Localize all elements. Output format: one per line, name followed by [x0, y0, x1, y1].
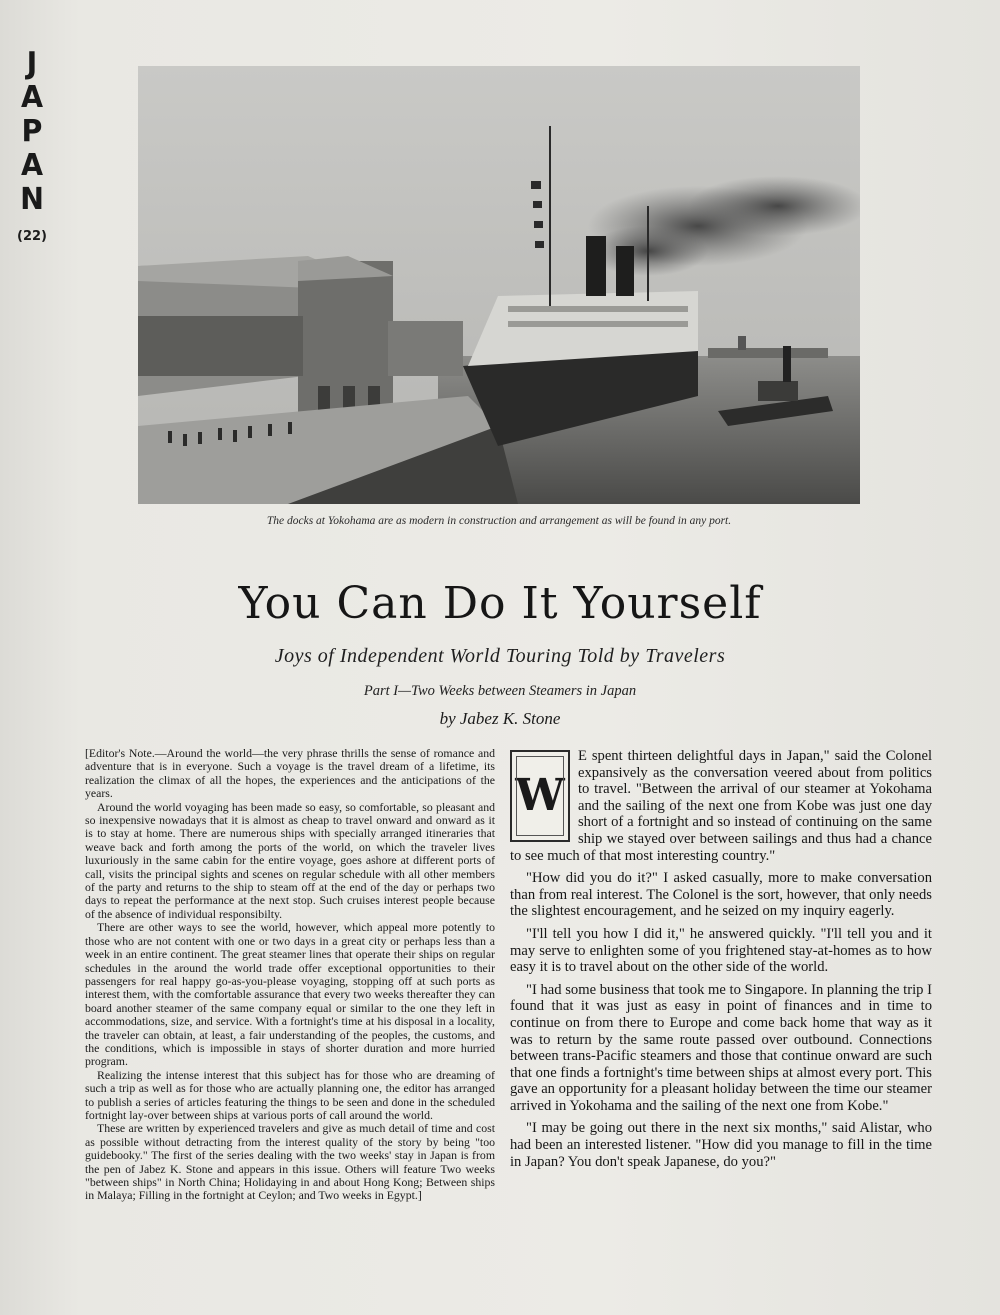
yokohama-docks-photo — [138, 66, 860, 504]
article-byline: by Jabez K. Stone — [439, 709, 561, 728]
masthead-letter: N — [20, 182, 44, 217]
body-paragraph: E spent thirteen delightful days in Japan," said the Colonel expansively as the conversation veered about from politics to travel. "Between the arrival of our steamer at Yokohama and the sailing of the next one from Kobe was just one day short of a fortnight and so instead of continuing on the same ship we stayed over between sailings and thus had a chance to see much of that most interesting country." — [510, 748, 932, 864]
masthead-japan — [14, 46, 54, 220]
dropcap-initial: W — [510, 750, 570, 842]
editors-note-paragraph: Realizing the intense interest that this subject has for those who are dreaming of such a trip as well as for those who are actually planning one, the editor has arranged to publish a series of articles featuring the things to be seen and done in the scheduled fortnight lay-over between ships at various ports of call around the world. — [85, 1067, 495, 1122]
masthead-letter: A — [20, 80, 44, 115]
article-title: You Can Do It Yourself — [238, 578, 762, 629]
page-number: (22) — [17, 229, 47, 244]
body-paragraph: "I may be going out there in the next six months," said Alistar, who had been an interested listener. "How did you manage to fill in the time in Japan? You don't speak Japanese, do you?" — [510, 1120, 932, 1170]
editors-note — [85, 747, 495, 1203]
editors-note-paragraph: These are written by experienced travelers and give as much detail of time and cost as possible without detracting from the interest quality of the story by being "too guidebooky." The first of the series dealing with the two weeks' stay in Japan is from the pen of Jabez K. Stone and appears in this issue. Others will feature Two weeks "between ships" in North China; Holidaying in and about Hong Kong; Between ships in Malaya; Filling in the fortnight at Ceylon; and Two weeks in Egypt.] — [85, 1121, 495, 1203]
masthead-letter: A — [20, 148, 44, 183]
body-paragraph: "I'll tell you how I did it," he answered quickly. "I'll tell you and it may serve to enlighten some of you frightened stay-at-homes as to how easy it is to travel about on the other side of the world. — [510, 925, 932, 976]
article-subtitle: Joys of Independent World Touring Told by Travelers — [274, 645, 726, 667]
editors-note-paragraph: There are other ways to see the world, however, which appeal more potently to those who are not content with one or two days in a great city or perhaps less than a week in an entire continent. The great steamer lines that operate their ships on regular schedules in the around the world trade offer exceptional opportunities to their passengers for real happy go-as-you-please voyaging, stopping off at such ports as interest them, with the comfortable assurance that every two weeks thereafter they can board another steamer of the same company equal or similar to the one they left in accommodations, size, and service. With a fortnight's time at his disposal in a locality, the traveler can obtain, at least, a fair understanding of the peoples, the customs, and the conditions, which is impossible in stays of shorter duration and more hurried program. — [85, 920, 495, 1069]
editors-note-paragraph: [Editor's Note.—Around the world—the very phrase thrills the sense of romance and adventure that is in everyone. Such a voyage is the travel dream of a lifetime, its realization the climax of all the hopes, the experiences and the anticipations of the years. — [85, 746, 495, 801]
editors-note-paragraph: Around the world voyaging has been made so easy, so comfortable, so pleasant and so inexpensive nowadays that it is almost as cheap to travel onward and onward as it is to stay at home. There are numerous ships with specially arranged itineraries that weave back and forth among the ports of the world, on which the traveler lives luxuriously in the same cabin for the entire voyage, goes ashore at different ports of call, visits the principal sights and scenes on regular schedule with all other members of the party and returns to the ship to steam off at the end of the day or perhaps two days to repeat the performance at the next stop. Such cruises interest people because of the absence of individual responsibilty. — [85, 799, 495, 921]
photo-caption: The docks at Yokohama are as modern in construction and arrangement as will be found in any port. — [266, 515, 732, 527]
masthead-letter: P — [21, 114, 43, 149]
body-paragraph: "I had some business that took me to Singapore. In planning the trip I found that it was just as easy in point of finances and in time to continue on from there to Europe and come back home that way as it was to return by the same route passed over outbound. Connections between trans-Pacific steamers and those that continue onward are such that one finds a fortnight's time between ships at almost every port. This gave an opportunity for a pleasant holiday between the time our steamer arrived in Yokohama and the sailing of the next one from Kobe." — [510, 981, 932, 1114]
article-body — [510, 748, 932, 1176]
masthead-letter: J — [26, 46, 38, 81]
article-part: Part I—Two Weeks between Steamers in Japan — [363, 683, 637, 699]
body-paragraph: "How did you do it?" I asked casually, more to make conversation than from real interest. The Colonel is the sort, however, that only needs the slightest encouragement, and he seized on my inquiry eagerly. — [510, 870, 932, 920]
